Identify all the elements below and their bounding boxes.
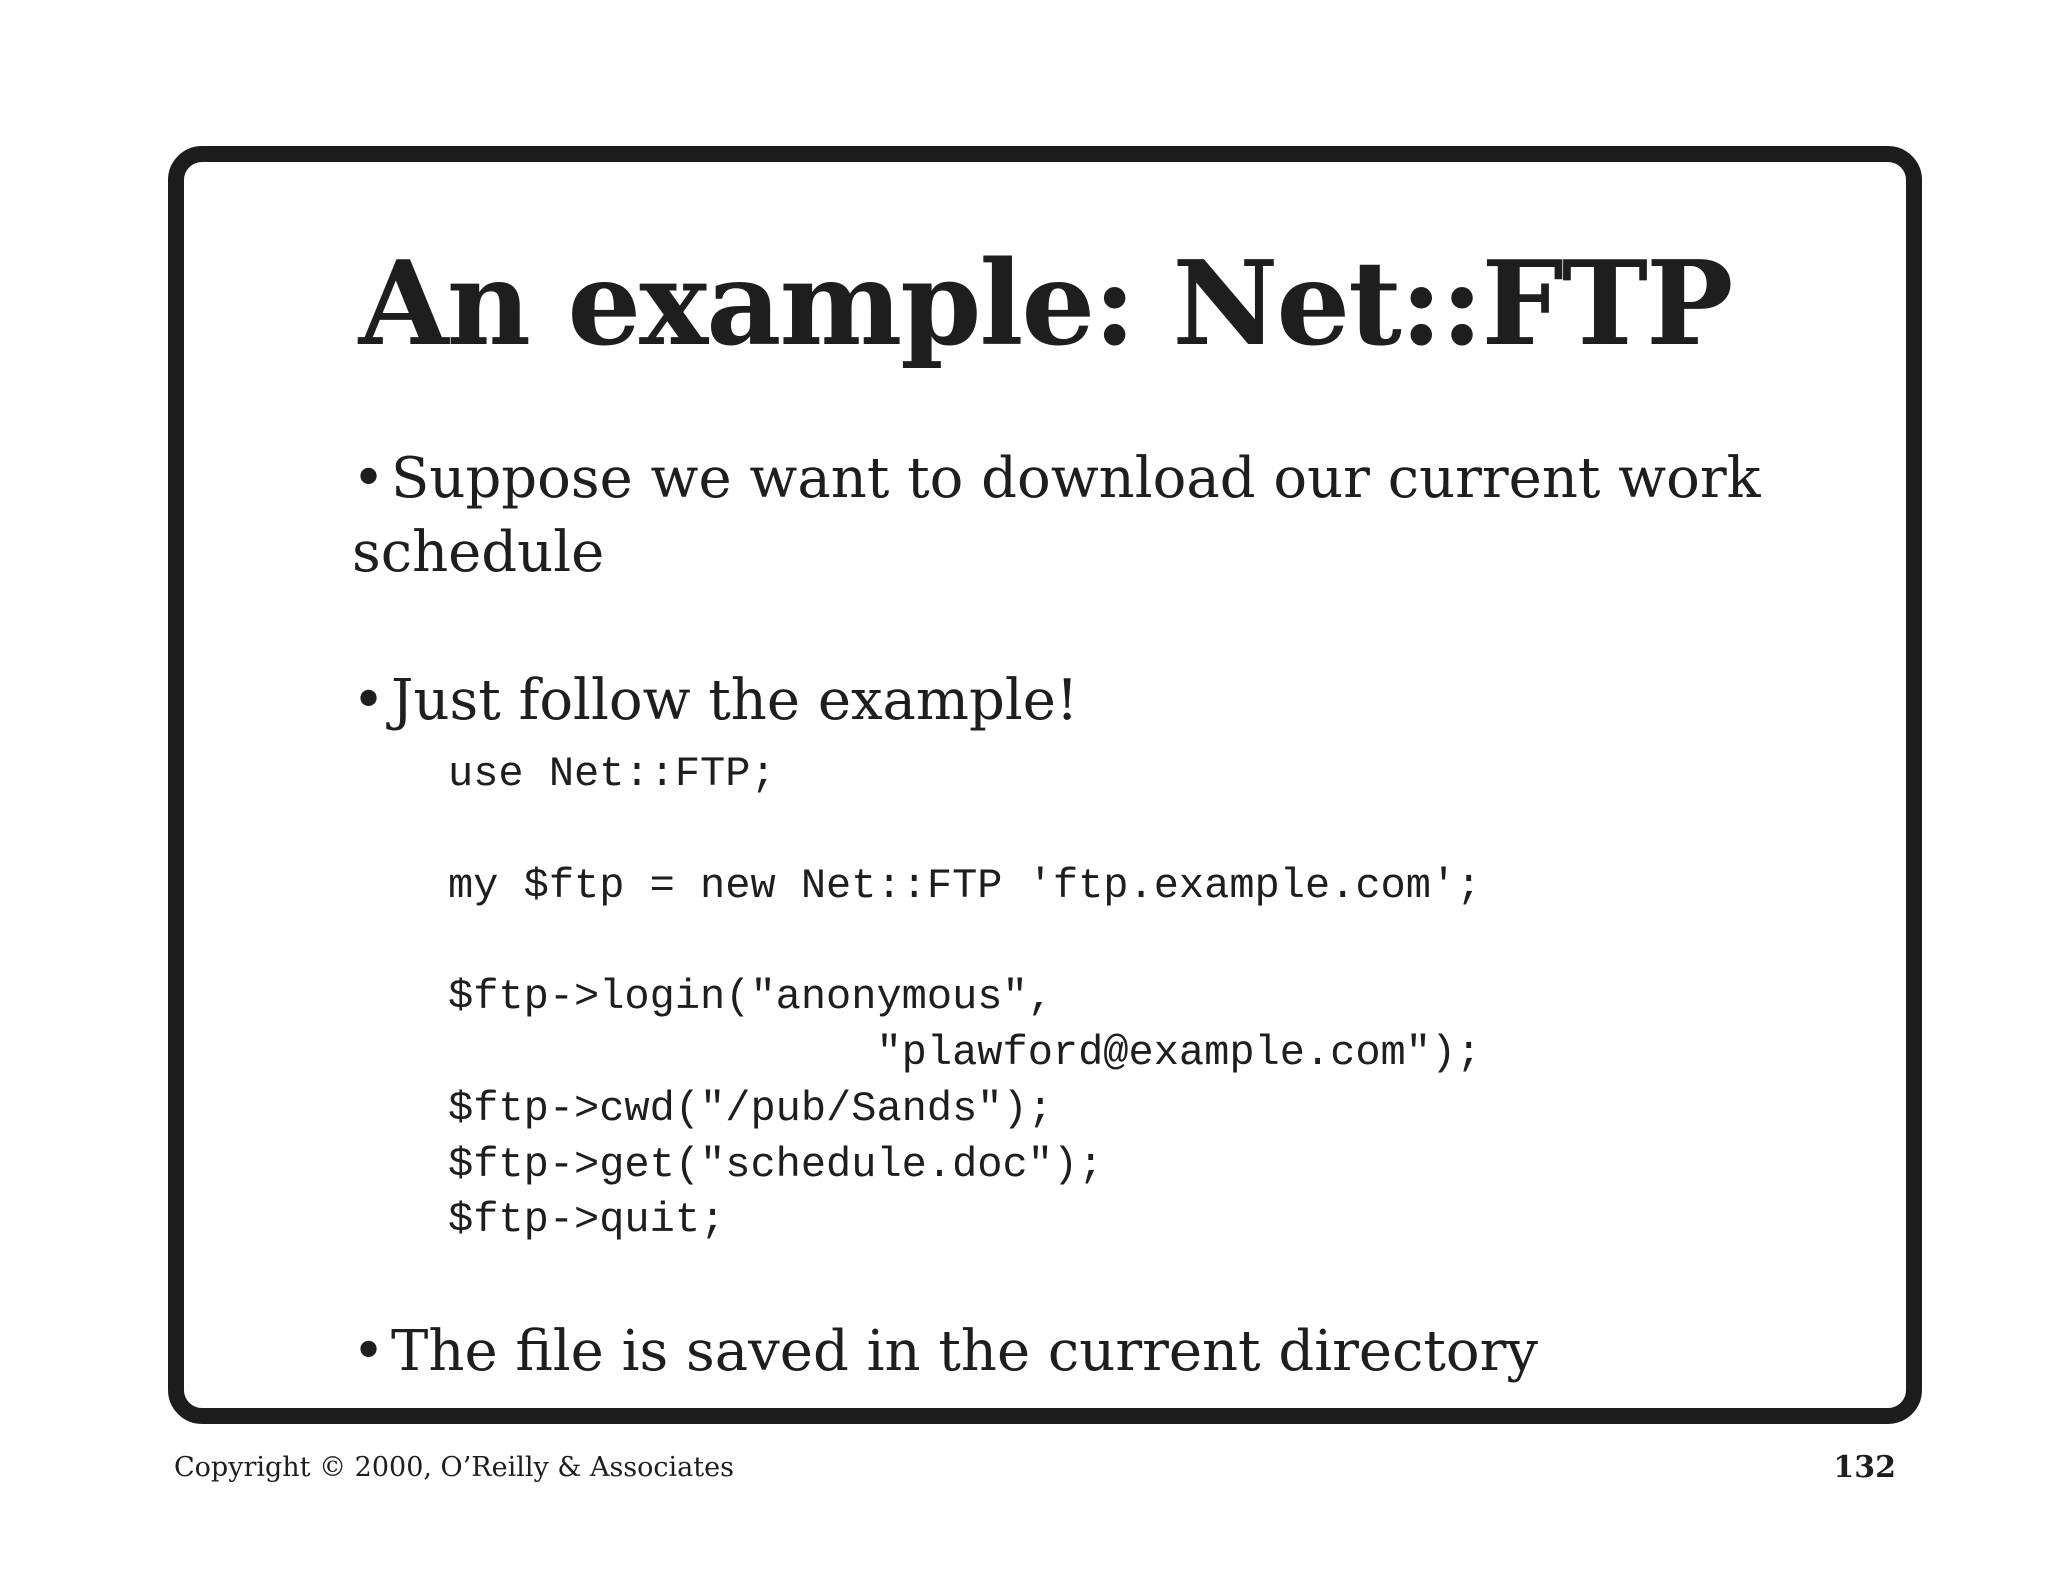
bullet-item xyxy=(352,442,1761,590)
bullet-icon: • xyxy=(352,1319,386,1384)
slide-title: An example: Net::FTP xyxy=(358,236,1732,372)
bullet-icon: • xyxy=(352,668,386,733)
bullet-item xyxy=(352,664,1078,738)
bullet-text: The file is saved in the current directory xyxy=(391,1319,1539,1384)
page-number: 132 xyxy=(1833,1450,1896,1485)
slide-frame xyxy=(168,146,1922,1424)
bullet-text: Just follow the example! xyxy=(391,668,1079,733)
code-block: use Net::FTP; my $ftp = new Net::FTP 'ftp.example.com'; $ftp->login("anonymous", "plawford@example.com"); $ftp->cwd("/pub/Sands"); $ftp->get("schedule.doc"); $ftp->quit; xyxy=(448,750,1482,1245)
bullet-icon: • xyxy=(352,446,386,511)
bullet-item xyxy=(352,1315,1538,1389)
bullet-text: Suppose we want to download our current work schedule xyxy=(352,446,1761,585)
copyright-notice: Copyright © 2000, O’Reilly & Associates xyxy=(174,1452,734,1483)
